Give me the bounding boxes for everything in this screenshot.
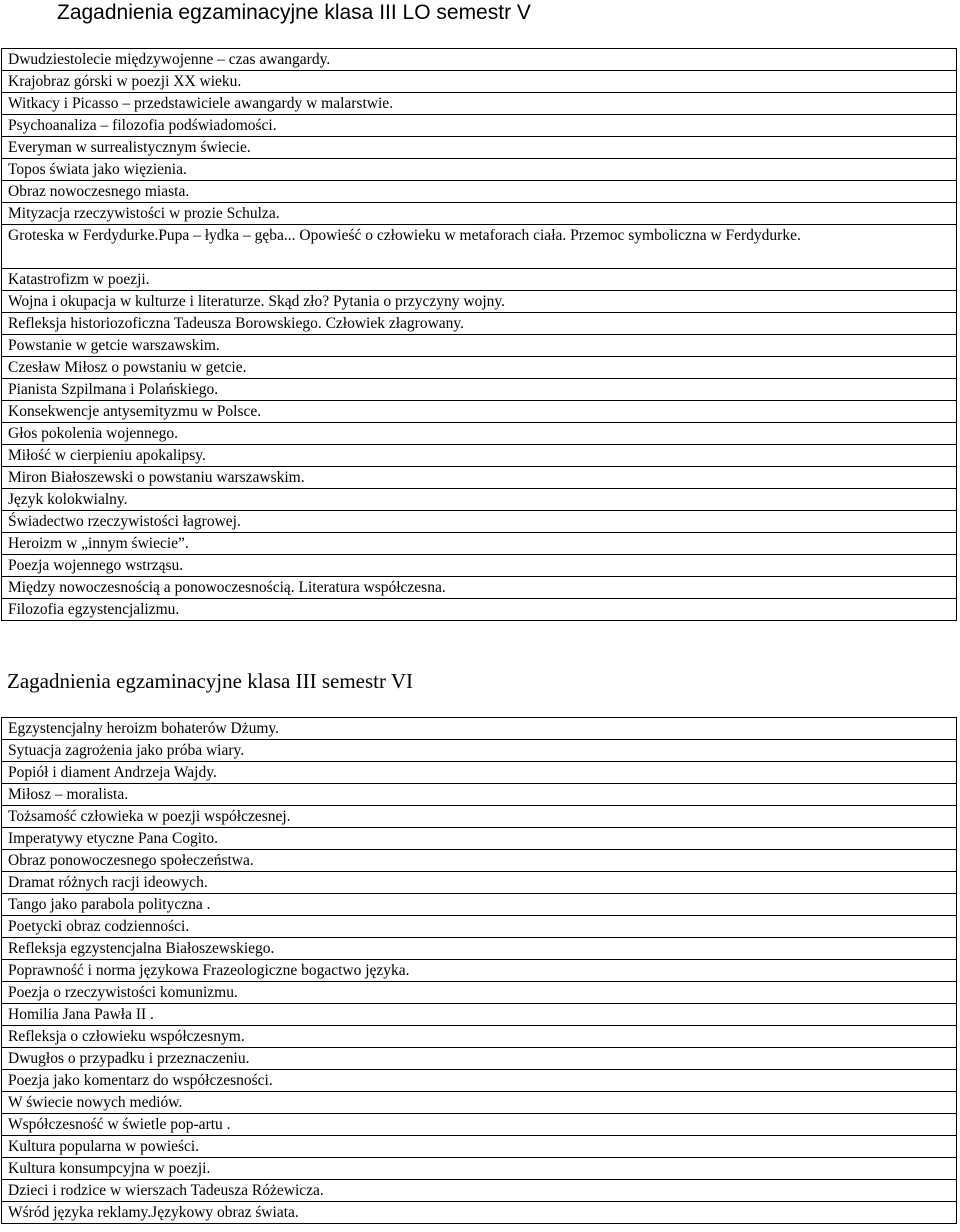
table-row [2,784,957,806]
table-row [2,577,957,599]
table-row [2,467,957,489]
topic-item: Poezja wojennego wstrząsu. [2,555,957,577]
table-row [2,762,957,784]
table-row [2,357,957,379]
topic-item: Poprawność i norma językowa Frazeologiczne bogactwo języka. [2,960,957,982]
topic-item: Wśród języka reklamy.Językowy obraz świata. [2,1202,957,1224]
topic-item: Krajobraz górski w poezji XX wieku. [2,71,957,93]
topic-item: Groteska w Ferdydurke.Pupa – łydka – gęba... Opowieść o człowieku w metaforach ciała. Przemoc symboliczna w Ferdydurke. [2,225,957,269]
topic-item: Popiół i diament Andrzeja Wajdy. [2,762,957,784]
topic-item: Tango jako parabola polityczna . [2,894,957,916]
page-title-semester-5: Zagadnienia egzaminacyjne klasa III LO semestr V [57,1,531,24]
table-row [2,203,957,225]
topic-item: W świecie nowych mediów. [2,1092,957,1114]
table-row [2,872,957,894]
topic-item: Miłosz – moralista. [2,784,957,806]
table-row [2,555,957,577]
topic-item: Poezja o rzeczywistości komunizmu. [2,982,957,1004]
table-row [2,181,957,203]
topic-item: Poetycki obraz codzienności. [2,916,957,938]
topic-item: Mityzacja rzeczywistości w prozie Schulza. [2,203,957,225]
topic-item: Świadectwo rzeczywistości łagrowej. [2,511,957,533]
topic-item: Obraz nowoczesnego miasta. [2,181,957,203]
topic-item: Kultura konsumpcyjna w poezji. [2,1158,957,1180]
topic-item: Powstanie w getcie warszawskim. [2,335,957,357]
table-row [2,960,957,982]
table-row [2,850,957,872]
topic-item: Miłość w cierpieniu apokalipsy. [2,445,957,467]
table-row [2,291,957,313]
topic-item: Filozofia egzystencjalizmu. [2,599,957,621]
table-row [2,269,957,291]
table-row [2,159,957,181]
table-row [2,1158,957,1180]
table-row [2,828,957,850]
topics-table-semester-5 [1,48,957,621]
topic-item: Homilia Jana Pawła II . [2,1004,957,1026]
topic-item: Dwudziestolecie międzywojenne – czas awangardy. [2,49,957,71]
table-row [2,93,957,115]
table-row [2,1180,957,1202]
topic-item: Refleksja historiozoficzna Tadeusza Borowskiego. Człowiek złagrowany. [2,313,957,335]
topic-item: Heroizm w „innym świecie”. [2,533,957,555]
topic-item: Everyman w surrealistycznym świecie. [2,137,957,159]
table-row [2,423,957,445]
topic-item: Imperatywy etyczne Pana Cogito. [2,828,957,850]
table-row [2,1070,957,1092]
table-row [2,71,957,93]
table-row [2,982,957,1004]
topic-item: Między nowoczesnością a ponowoczesnością. Literatura współczesna. [2,577,957,599]
topic-item: Sytuacja zagrożenia jako próba wiary. [2,740,957,762]
table-row [2,49,957,71]
table-row [2,401,957,423]
table-row [2,137,957,159]
table-row [2,718,957,740]
topic-item: Dwugłos o przypadku i przeznaczeniu. [2,1048,957,1070]
topics-table-semester-6 [1,717,957,1224]
table-row [2,894,957,916]
topic-item: Współczesność w świetle pop-artu . [2,1114,957,1136]
page-title-semester-6: Zagadnienia egzaminacyjne klasa III semestr VI [7,669,414,693]
topic-item: Język kolokwialny. [2,489,957,511]
table-row [2,1136,957,1158]
topic-item: Katastrofizm w poezji. [2,269,957,291]
table-row [2,225,957,269]
table-row [2,916,957,938]
table-row [2,1048,957,1070]
topic-item: Egzystencjalny heroizm bohaterów Dżumy. [2,718,957,740]
topic-item: Pianista Szpilmana i Polańskiego. [2,379,957,401]
table-row [2,806,957,828]
table-row [2,533,957,555]
table-row [2,740,957,762]
topic-item: Poezja jako komentarz do współczesności. [2,1070,957,1092]
topic-item: Miron Białoszewski o powstaniu warszawskim. [2,467,957,489]
topic-item: Psychoanaliza – filozofia podświadomości. [2,115,957,137]
topic-item: Obraz ponowoczesnego społeczeństwa. [2,850,957,872]
table-row [2,511,957,533]
topic-item: Głos pokolenia wojennego. [2,423,957,445]
table-row [2,445,957,467]
topic-item: Refleksja egzystencjalna Białoszewskiego. [2,938,957,960]
table-row [2,1004,957,1026]
table-row [2,1202,957,1224]
topic-item: Dzieci i rodzice w wierszach Tadeusza Różewicza. [2,1180,957,1202]
table-row [2,335,957,357]
table-row [2,599,957,621]
topic-item: Topos świata jako więzienia. [2,159,957,181]
topic-item: Konsekwencje antysemityzmu w Polsce. [2,401,957,423]
topic-item: Tożsamość człowieka w poezji współczesnej. [2,806,957,828]
topic-item: Czesław Miłosz o powstaniu w getcie. [2,357,957,379]
topic-item: Kultura popularna w powieści. [2,1136,957,1158]
table-row [2,379,957,401]
topic-item: Dramat różnych racji ideowych. [2,872,957,894]
table-row [2,938,957,960]
table-row [2,1114,957,1136]
topic-item: Refleksja o człowieku współczesnym. [2,1026,957,1048]
topic-item: Witkacy i Picasso – przedstawiciele awangardy w malarstwie. [2,93,957,115]
table-row [2,313,957,335]
table-row [2,1092,957,1114]
topic-item: Wojna i okupacja w kulturze i literaturze. Skąd zło? Pytania o przyczyny wojny. [2,291,957,313]
table-row [2,115,957,137]
table-row [2,1026,957,1048]
table-row [2,489,957,511]
